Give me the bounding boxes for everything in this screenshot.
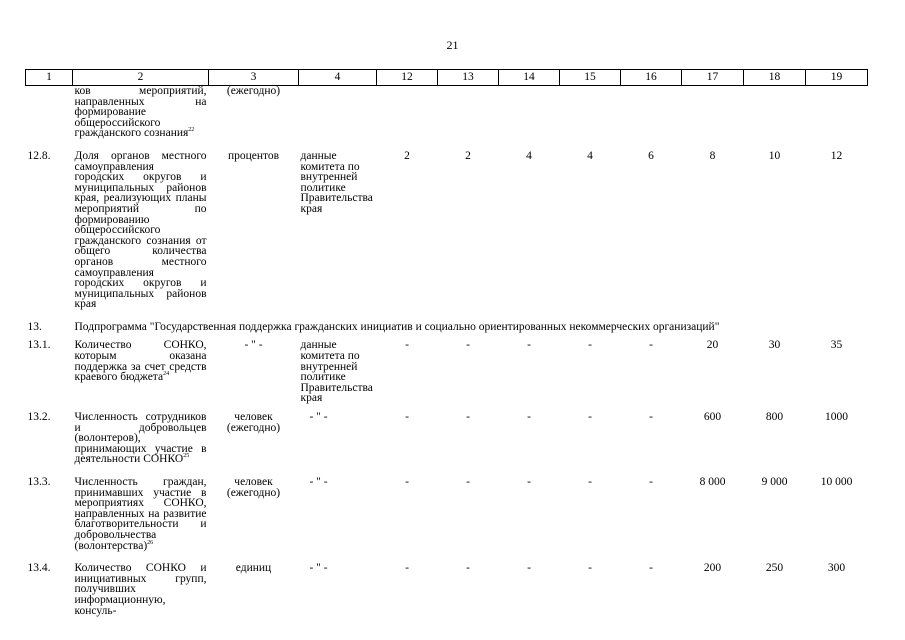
- value-cell: 9 000: [761, 476, 788, 488]
- value-cell: -: [588, 411, 592, 424]
- header-cell: 17: [682, 70, 744, 86]
- table-row: [26, 86, 868, 151]
- value-cell: -: [527, 339, 531, 352]
- value-cell: -: [405, 411, 409, 424]
- unit-cell: - " -: [244, 339, 263, 352]
- header-cell: 15: [560, 70, 621, 86]
- indicator-cell: [73, 477, 209, 563]
- value-cell: -: [649, 476, 653, 488]
- value-cell: [806, 86, 868, 151]
- value-cell: [744, 86, 806, 151]
- header-cell: 12: [377, 70, 438, 86]
- indicators-table: [25, 69, 868, 616]
- unit-cell: (ежегодно): [226, 85, 281, 97]
- table-row: [26, 563, 868, 616]
- table-row: [26, 340, 868, 412]
- source-cell: - " -: [309, 562, 328, 575]
- header-cell: 4: [299, 70, 377, 86]
- value-cell: 4: [587, 149, 593, 162]
- indicator-text: Количество СОНКО, которым оказана поддержка за счет средств краевого бюджета: [74, 339, 207, 384]
- indicator-text: Доля органов местного самоуправления городских округов и муниципальных районов края, реализующих планы мероприятий по формированию общероссийского гражданского сознания от общего количества органов местного самоуправления городских округов и муниципальных районов края: [74, 149, 207, 311]
- source-cell: [299, 86, 377, 151]
- value-cell: 250: [765, 562, 784, 575]
- value-cell: 300: [827, 562, 846, 575]
- value-cell: -: [588, 562, 592, 575]
- value-cell: [438, 86, 499, 151]
- value-cell: [499, 86, 560, 151]
- header-cell: 13: [438, 70, 499, 86]
- source-cell: данные комитета по внутренней политике Правительства края: [300, 339, 373, 405]
- indicator-text: Численность граждан, принимавших участие в мероприятиях СОНКО, направленных на развитие благотворительности и добровольчества (волонтерства): [74, 476, 207, 552]
- value-cell: 200: [703, 562, 722, 575]
- header-cell: 18: [744, 70, 806, 86]
- value-cell: 10 000: [820, 476, 853, 488]
- header-cell: 16: [621, 70, 682, 86]
- value-cell: 800: [765, 411, 784, 424]
- value-cell: -: [405, 339, 409, 352]
- footnote-mark: 24: [163, 371, 170, 378]
- row-number: [26, 86, 73, 151]
- value-cell: 30: [768, 339, 781, 352]
- header-cell: 3: [209, 70, 299, 86]
- indicator-cell: [73, 563, 209, 616]
- value-cell: 10: [768, 149, 781, 162]
- value-cell: -: [405, 476, 409, 488]
- value-cell: 20: [706, 339, 719, 352]
- indicator-text: ков мероприятий, направленных на формирование общероссийского гражданского сознания: [74, 85, 207, 140]
- footnote-mark: 26: [147, 539, 154, 546]
- subprogram-row: [26, 322, 868, 341]
- page-number: 21: [446, 38, 459, 52]
- value-cell: -: [588, 476, 592, 488]
- value-cell: 8 000: [699, 476, 726, 488]
- indicator-cell: [73, 412, 209, 477]
- header-cell: 19: [806, 70, 868, 86]
- value-cell: 1000: [825, 411, 848, 424]
- source-cell: данные комитета по внутренней политике Правительства края: [300, 149, 373, 215]
- header-row: [26, 70, 868, 86]
- value-cell: [377, 86, 438, 151]
- table-row: [26, 412, 868, 477]
- row-number: 13.2.: [27, 411, 51, 424]
- subprogram-title: Подпрограмма "Государственная поддержка гражданских инициатив и социально ориентированных некоммерческих организаций": [74, 320, 720, 333]
- value-cell: -: [649, 411, 653, 424]
- row-number: 13.4.: [27, 562, 51, 575]
- value-cell: 12: [830, 149, 843, 162]
- source-cell: - " -: [309, 411, 328, 424]
- value-cell: 6: [648, 149, 654, 162]
- unit-cell: человек (ежегодно): [226, 411, 281, 434]
- indicator-text: Численность сотрудников и добровольцев (волонтеров), принимающих участие в деятельности СОНКО: [74, 411, 207, 466]
- footnote-mark: 22: [188, 127, 195, 134]
- value-cell: 8: [709, 149, 716, 162]
- value-cell: -: [405, 562, 409, 575]
- value-cell: -: [527, 411, 531, 424]
- row-number: 13.: [27, 320, 42, 333]
- value-cell: -: [466, 411, 470, 424]
- indicator-cell: [73, 340, 209, 412]
- header-cell: 1: [26, 70, 73, 86]
- value-cell: -: [527, 562, 531, 575]
- row-number: 13.1.: [27, 339, 51, 352]
- unit-cell: процентов: [227, 149, 280, 162]
- value-cell: [682, 86, 744, 151]
- indicator-cell: [73, 151, 209, 322]
- value-cell: 2: [465, 149, 471, 162]
- table-row: [26, 151, 868, 322]
- value-cell: [560, 86, 621, 151]
- value-cell: -: [466, 339, 470, 352]
- indicator-text: Количество СОНКО и инициативных групп, получивших информационную, консуль-: [74, 562, 207, 617]
- indicator-cell: [73, 86, 209, 151]
- row-number: 13.3.: [27, 476, 51, 488]
- value-cell: 4: [526, 149, 532, 162]
- value-cell: -: [588, 339, 592, 352]
- value-cell: 35: [830, 339, 843, 352]
- value-cell: 2: [404, 149, 410, 162]
- value-cell: [621, 86, 682, 151]
- table-row: [26, 477, 868, 563]
- value-cell: -: [649, 562, 653, 575]
- row-number: 12.8.: [27, 149, 51, 162]
- unit-cell: единиц: [235, 562, 272, 575]
- value-cell: -: [649, 339, 653, 352]
- footnote-mark: 25: [183, 453, 190, 460]
- value-cell: -: [466, 562, 470, 575]
- value-cell: 600: [703, 411, 722, 424]
- unit-cell: человек (ежегодно): [226, 476, 281, 499]
- value-cell: -: [527, 476, 531, 488]
- header-cell: 2: [73, 70, 209, 86]
- value-cell: -: [466, 476, 470, 488]
- source-cell: - " -: [309, 476, 328, 488]
- header-cell: 14: [499, 70, 560, 86]
